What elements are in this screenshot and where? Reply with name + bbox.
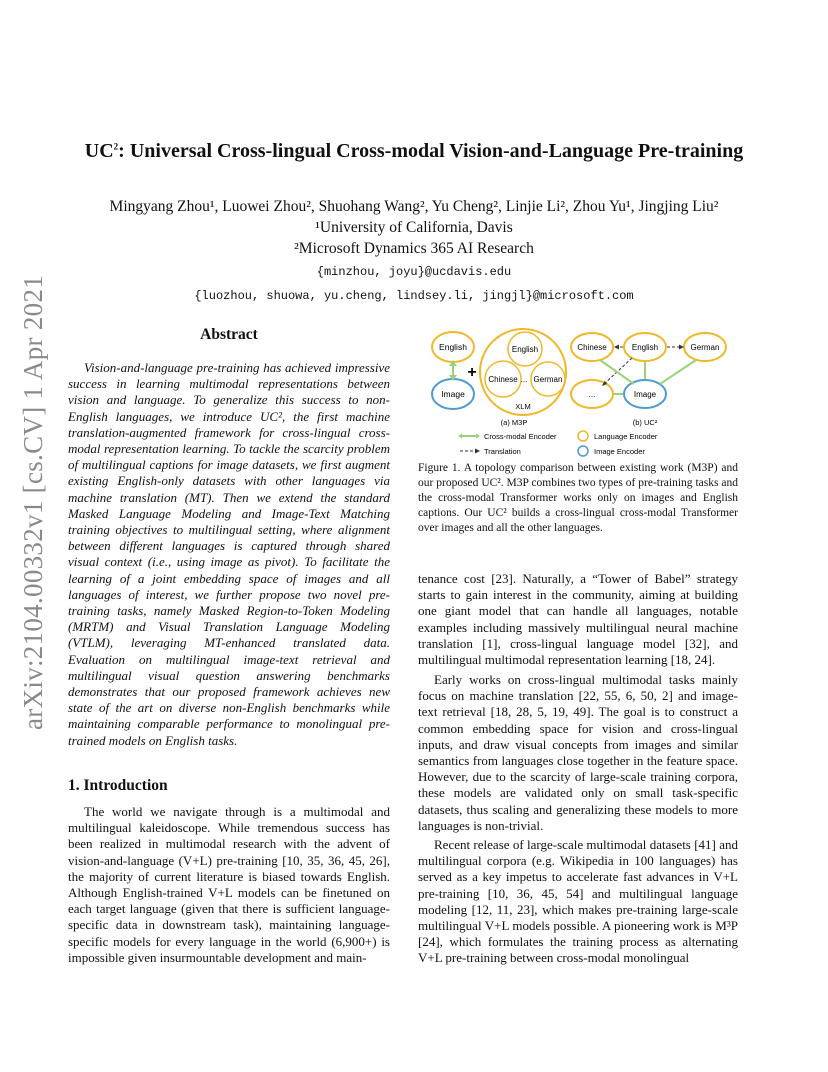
svg-text:English: English xyxy=(631,343,659,352)
legend-language: Language Encoder xyxy=(594,432,658,441)
svg-text:Chinese: Chinese xyxy=(577,343,607,352)
svg-text:English: English xyxy=(511,345,539,354)
svg-text:Chinese: Chinese xyxy=(488,375,518,384)
intro-paragraph-1: The world we navigate through is a multimodal and multilingual kaleidoscope. While tremendous success has been realized in multimodal research with the advent of vision-and-language (V+L) pre-training [10, 35, 36, 45, 26], the majority of current literature is biased towards English. Although English-trained V+L models can be finetuned on each target language (given that there is sufficient language-specific data in downstream task), maintaining language-specific models for every language in the world (6,900+) is impossible given insurmountable development and main- xyxy=(68,804,390,965)
arxiv-side-label: arXiv:2104.00332v1 [cs.CV] 1 Apr 2021 xyxy=(18,274,48,730)
panel-b-label: (b) UC² xyxy=(632,418,658,427)
abstract-heading: Abstract xyxy=(200,326,258,343)
paper-title: $UC^2$: Universal Cross-lingual Cross-modal Vision-and-Language Pre-training xyxy=(84,140,744,162)
figure-1-caption: Figure 1. A topology comparison between existing work (M3P) and our proposed UC². M3P combines two types of pre-training tasks and the cross-modal Transformer works only on images and English captions. Our UC² builds a cross-lingual cross-modal Transformer over images and all the other languages. xyxy=(418,462,738,534)
right-paragraph-1: Early works on cross-lingual multimodal tasks mainly focus on machine translation [22, 55, 6, 50, 2] and image-text retrieval [18, 28, 5, 19, 49]. The goal is to construct a common embedding space for vision and cross-lingual inputs, and draw visual concepts from images and similar semantics from languages close together in the feature space. However, due to the scarcity of large-scale training corpora, these models are validated only on small task-specific datasets, thus scaling and generalizing these models to more languages is non-trivial. xyxy=(418,672,738,833)
svg-text:...: ... xyxy=(520,375,528,384)
svg-text:...: ... xyxy=(588,390,596,399)
panel-a-label: (a) M3P xyxy=(500,418,528,427)
email-2: {luozhou, shuowa, yu.cheng, lindsey.li, jingjl}@microsoft.com xyxy=(194,289,634,303)
abstract-text: Vision-and-language pre-training has achieved impressive success in learning multimodal representations between vision and language. To generalize this success to non-English languages, we introduce UC², the first machine translation-augmented framework for cross-lingual cross-modal representation learning. To tackle the scarcity problem of multilingual captions for image datasets, we first augment existing English-only datasets with other languages via machine translation (MT). Then we extend the standard Masked Language Modeling and Image-Text Matching training objectives to multilingual setting, where alignment between different languages is captured through shared visual context (i.e., using image as pivot). To facilitate the learning of a joint embedding space of images and all languages of interest, we further propose two novel pre-training tasks, namely Masked Region-to-Token Modeling (MRTM) and Visual Translation Language Modeling (VTLM), leveraging MT-enhanced translated data. Evaluation on multilingual image-text retrieval and multilingual visual question answering benchmarks demonstrates that our proposed framework achieves new state of the art on diverse non-English benchmarks while maintaining comparable performance to monolingual pre-trained models on English tasks. xyxy=(68,360,390,748)
intro-heading: 1. Introduction xyxy=(68,777,168,794)
author-block xyxy=(40,196,788,307)
affiliation-2: ²Microsoft Dynamics 365 AI Research xyxy=(294,240,534,257)
m3p-english-label: English xyxy=(439,342,467,352)
figure-1-topology xyxy=(420,326,740,458)
legend-translation: Translation xyxy=(484,447,521,456)
plus-sign: + xyxy=(467,364,477,381)
svg-text:German: German xyxy=(533,375,563,384)
right-paragraph-2: Recent release of large-scale multimodal datasets [41] and multilingual corpora (e.g. Wikipedia in 100 languages) has served as a key impetus to accelerate fast advances in V+L pre-training [10, 36, 45, 54] and multilingual language modeling [12, 11, 23], which makes pre-training large-scale multilingual V+L models possible. A pioneering work is M³P [24], which formulates the training process as alternating V+L pre-training between cross-modal monolingual xyxy=(418,837,738,966)
author-list: Mingyang Zhou¹, Luowei Zhou², Shuohang Wang², Yu Cheng², Linjie Li², Zhou Yu¹, Jingjing Liu² xyxy=(109,198,719,215)
affiliation-1: ¹University of California, Davis xyxy=(315,219,513,236)
svg-text:Image: Image xyxy=(633,390,657,399)
legend-image: Image Encoder xyxy=(594,447,645,456)
svg-text:XLM: XLM xyxy=(515,402,531,411)
m3p-image-label: Image xyxy=(441,389,465,399)
svg-text:German: German xyxy=(690,343,720,352)
email-1: {minzhou, joyu}@ucdavis.edu xyxy=(316,265,512,279)
right-paragraph-0: tenance cost [23]. Naturally, a “Tower of Babel” strategy starts to gain interest in the community, aiming at building one giant model that can handle all languages, notable examples including massively multilingual neural machine translation [1], cross-lingual language model [32], and multilingual multimodal representation learning [18, 24]. xyxy=(418,571,738,668)
legend-crossmodal: Cross-modal Encoder xyxy=(484,432,557,441)
